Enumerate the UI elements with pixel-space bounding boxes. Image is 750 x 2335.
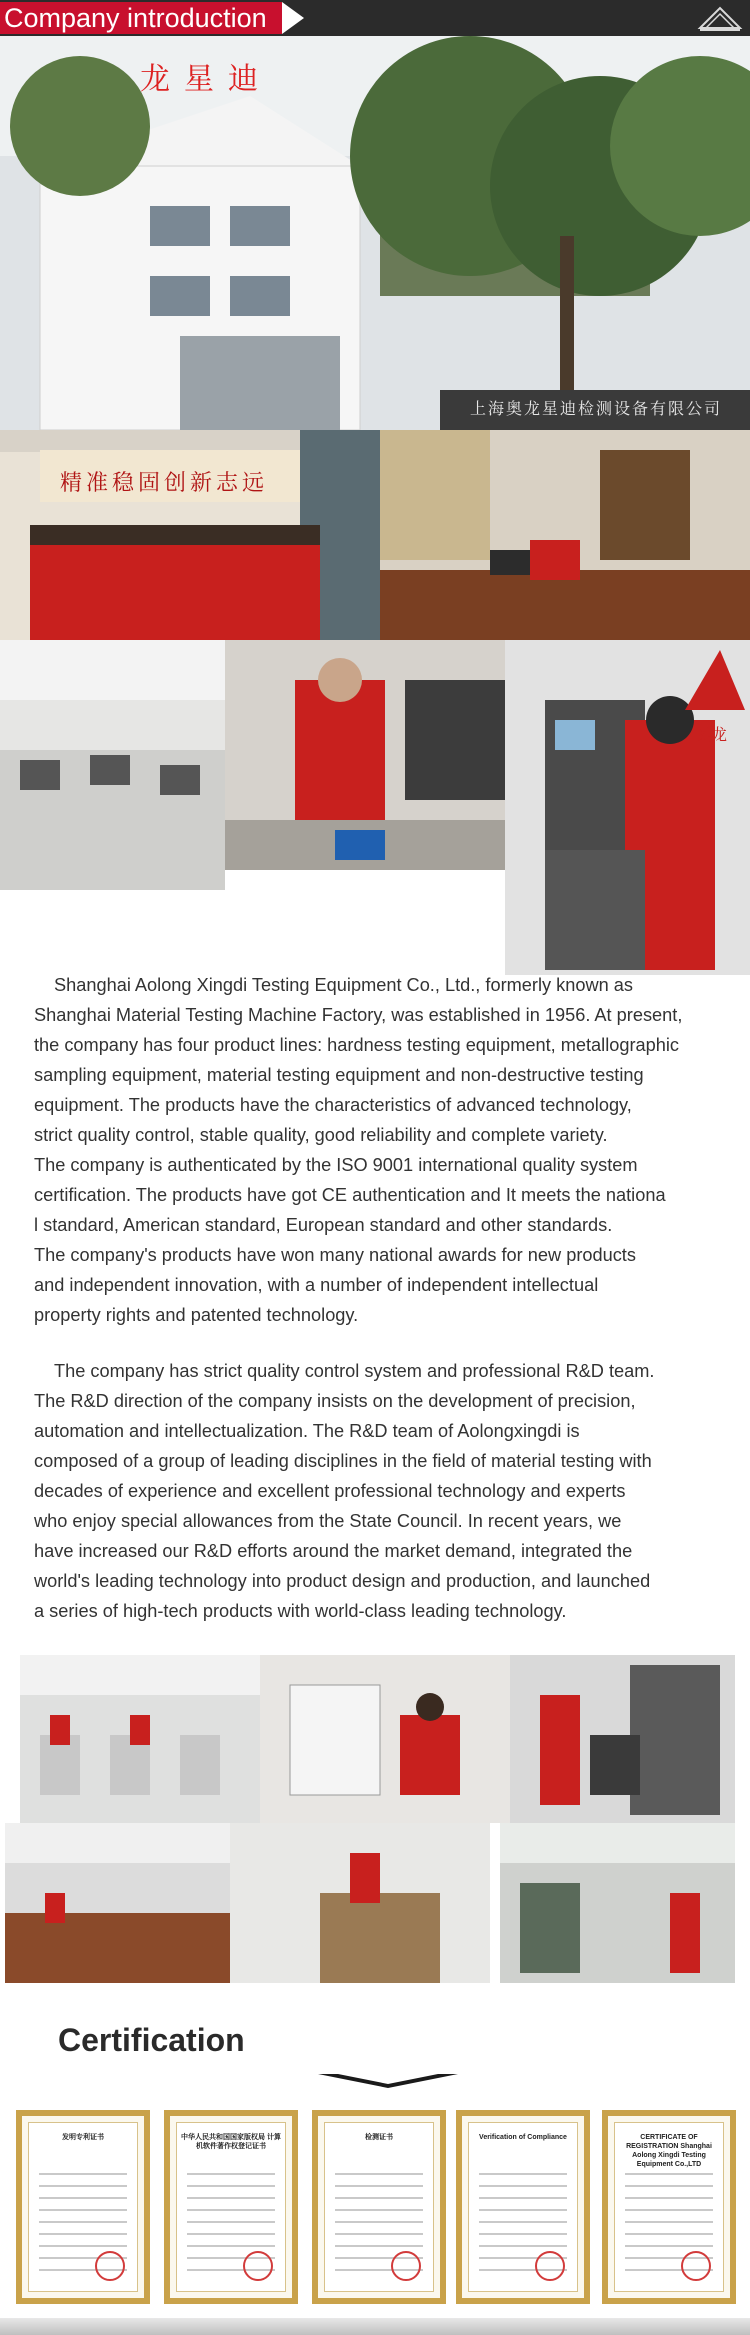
team-photo [0, 430, 380, 640]
certificate-body [324, 2122, 434, 2292]
paragraph-line: Shanghai Aolong Xingdi Testing Equipment Co., Ltd., formerly known as [54, 975, 633, 995]
certificate-text-line [479, 2209, 567, 2211]
paragraph-line: The company has strict quality control system and professional R&D team. [54, 1361, 655, 1381]
building-sign: 上海奥龙星迪检测设备有限公司 [470, 399, 723, 418]
paragraph-line: who enjoy special allowances from the State Council. In recent years, we [34, 1511, 622, 1531]
certificate-title: 发明专利证书 [62, 2134, 104, 2141]
paragraph-line: a series of high-tech products with world-class leading technology. [34, 1601, 567, 1621]
paragraph-line: certification. The products have got CE authentication and It meets the nationa [34, 1185, 666, 1205]
seal-icon [681, 2251, 711, 2281]
certificate-text-line [187, 2197, 275, 2199]
paragraph-line: the company has four product lines: hardness testing equipment, metallographic [34, 1035, 680, 1055]
certificate-body [28, 2122, 138, 2292]
certificate-card [16, 2110, 150, 2304]
certificate-text-line [187, 2221, 275, 2223]
team-banner: 精准稳固创新志远 [60, 471, 269, 496]
paragraph-line: Shanghai Material Testing Machine Factory, was established in 1956. At present, [34, 1005, 683, 1025]
certificate-title: 检测证书 [365, 2134, 393, 2141]
inspector-photo [260, 1655, 510, 1823]
paragraph-line: The company is authenticated by the ISO 9001 international quality system [34, 1155, 638, 1175]
certificate-text-line [187, 2209, 275, 2211]
certificate-card [456, 2110, 590, 2304]
certificate-text-line [39, 2209, 127, 2211]
certificate-title: 中华人民共和国国家版权局 计算机软件著作权登记证书 [181, 2134, 281, 2150]
seal-icon [95, 2251, 125, 2281]
certificate-text-line [479, 2233, 567, 2235]
certificate-text-line [187, 2233, 275, 2235]
certificate-text-line [335, 2197, 423, 2199]
section-title: Company introduction [0, 2, 282, 34]
certificate-body [176, 2122, 286, 2292]
certificate-text-line [479, 2245, 567, 2247]
paragraph-line: The company's products have won many national awards for new products [34, 1245, 636, 1265]
certificate-text-line [39, 2197, 127, 2199]
certificate-text-line [39, 2233, 127, 2235]
certificate-text-line [625, 2209, 713, 2211]
certificate-title: Verification of Compliance [479, 2134, 567, 2141]
brand-label: 奥龙 [695, 725, 728, 744]
factory-floor-photo [20, 1655, 260, 1823]
paragraph-line: l standard, American standard, European standard and other standards. [34, 1215, 613, 1235]
seal-icon [535, 2251, 565, 2281]
paragraph-line: composed of a group of leading disciplines in the field of material testing with [34, 1451, 652, 1471]
office-photo [380, 430, 750, 640]
paragraph-line: sampling equipment, material testing equipment and non-destructive testing [34, 1065, 644, 1085]
section-header [0, 0, 750, 36]
certificate-text-line [335, 2221, 423, 2223]
certificate-text-line [625, 2173, 713, 2175]
chevron-down-icon [318, 2072, 458, 2090]
certificate-text-line [187, 2245, 275, 2247]
paragraph-line: automation and intellectualization. The R&D team of Aolongxingdi is [34, 1421, 580, 1441]
paragraph-line: decades of experience and excellent professional technology and experts [34, 1481, 626, 1501]
certificate-text-line [187, 2185, 275, 2187]
intro-paragraph-1 [34, 970, 734, 1330]
seal-icon [391, 2251, 421, 2281]
certificate-title: CERTIFICATE OF REGISTRATION Shanghai Aolong Xingdi Testing Equipment Co.,LTD [626, 2134, 712, 2168]
certificate-text-line [625, 2245, 713, 2247]
building-photo [0, 36, 750, 430]
paragraph-line: world's leading technology into product design and production, and launched [34, 1571, 651, 1591]
certificate-card [312, 2110, 446, 2304]
lab-photo [510, 1655, 735, 1823]
paragraph-line: strict quality control, stable quality, good reliability and complete variety. [34, 1125, 608, 1145]
building-roof-chars: 龙星迪 [140, 62, 272, 97]
paragraph-line: equipment. The products have the characteristics of advanced technology, [34, 1095, 632, 1115]
intro-paragraph-2 [34, 1356, 734, 1626]
certificate-text-line [39, 2185, 127, 2187]
certificate-body [614, 2122, 724, 2292]
certificate-text-line [625, 2221, 713, 2223]
certificate-text-line [335, 2209, 423, 2211]
certification-heading: Certification [58, 2022, 245, 2058]
certificate-text-line [39, 2173, 127, 2175]
certificate-text-line [187, 2173, 275, 2175]
aolong-logo-icon [696, 2, 744, 34]
engineer-photo [225, 640, 505, 870]
paragraph-line: property rights and patented technology. [34, 1305, 359, 1325]
machining-photo [500, 1823, 735, 1983]
certificate-text-line [625, 2197, 713, 2199]
seal-icon [243, 2251, 273, 2281]
certificate-text-line [625, 2185, 713, 2187]
paragraph-line: have increased our R&D efforts around the market demand, integrated the [34, 1541, 633, 1561]
certificate-text-line [625, 2233, 713, 2235]
workbench-photo [230, 1823, 490, 1983]
footer-strip [0, 2318, 750, 2335]
certificate-text-line [335, 2185, 423, 2187]
certificate-text-line [479, 2197, 567, 2199]
certificate-text-line [479, 2221, 567, 2223]
certificate-text-line [335, 2173, 423, 2175]
paragraph-line: and independent innovation, with a number of independent intellectual [34, 1275, 599, 1295]
assembly-photo [5, 1823, 230, 1983]
certificate-text-line [479, 2185, 567, 2187]
certificate-card [164, 2110, 298, 2304]
certificate-text-line [39, 2221, 127, 2223]
header-arrow-icon [282, 2, 304, 34]
certificate-body [468, 2122, 578, 2292]
certificate-card [602, 2110, 736, 2304]
workshop-photo [0, 640, 225, 890]
certificate-text-line [335, 2245, 423, 2247]
machine-photo [505, 640, 750, 975]
certificate-text-line [39, 2245, 127, 2247]
certificate-text-line [479, 2173, 567, 2175]
certificate-text-line [335, 2233, 423, 2235]
paragraph-line: The R&D direction of the company insists on the development of precision, [34, 1391, 636, 1411]
